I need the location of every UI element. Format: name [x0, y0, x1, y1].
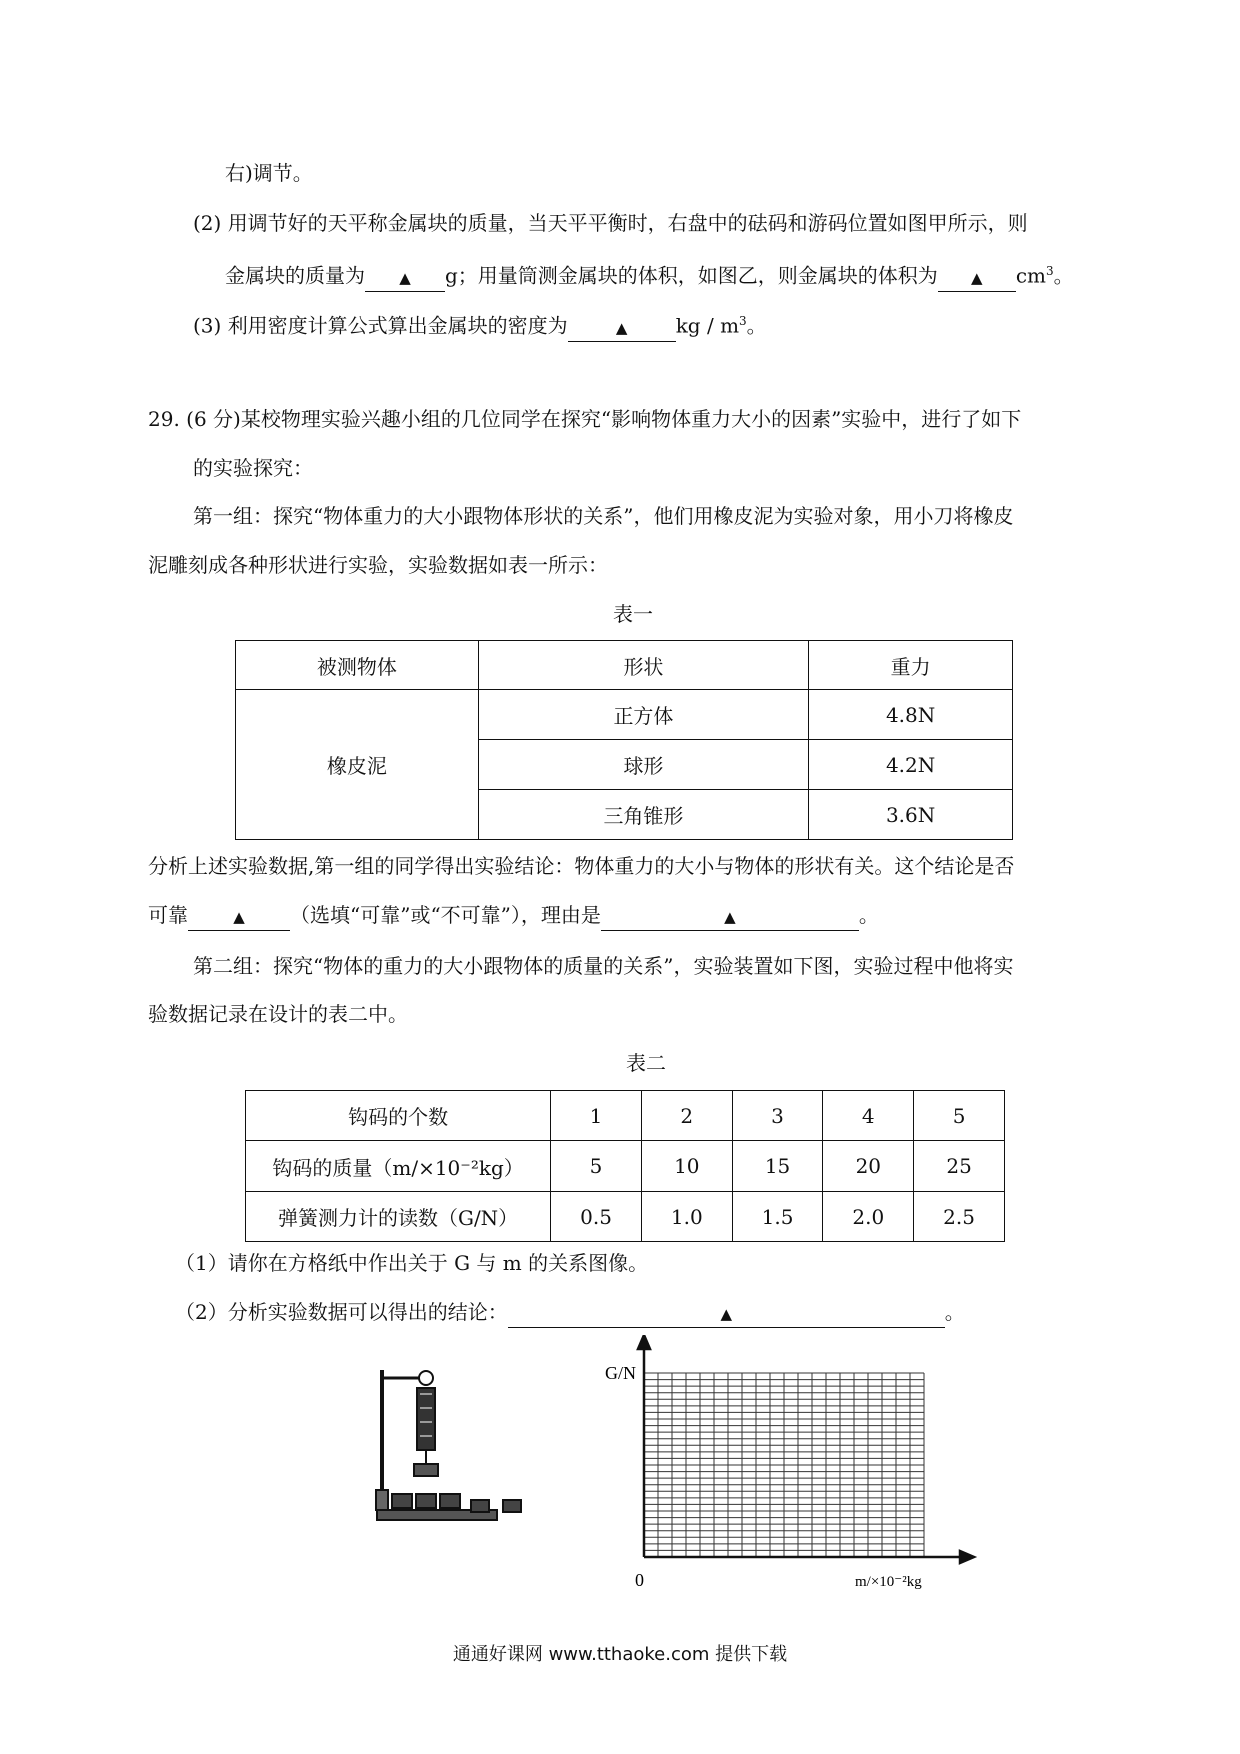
- analysis-text-a: 可靠: [148, 903, 188, 927]
- table2-caption: 表二: [626, 1051, 666, 1075]
- footer-text: 通通好课网 www.tthaoke.com 提供下载: [452, 1644, 788, 1665]
- table2-cell: 2: [641, 1091, 732, 1141]
- table1-header-object: 被测物体: [236, 641, 479, 690]
- table1-weight-cell: 4.8N: [809, 690, 1013, 740]
- table2: [245, 1090, 1005, 1242]
- table2-cell: 1.0: [641, 1192, 732, 1242]
- table2-cell: 5: [551, 1141, 642, 1192]
- q29-line1: 29. (6 分)某校物理实验兴趣小组的几位同学在探究“影响物体重力大小的因素”实验中，进行了如下: [148, 407, 1022, 431]
- table2-row-label: 钩码的质量（m/×10⁻²kg）: [246, 1141, 551, 1192]
- table1-weight-cell: 3.6N: [809, 790, 1013, 840]
- x-axis-arrow-icon: [960, 1551, 974, 1563]
- table2-cell: 20: [823, 1141, 914, 1192]
- table2-cell: 15: [732, 1141, 823, 1192]
- table1: [235, 640, 1013, 840]
- task2-text-a: （2）分析实验数据可以得出的结论：: [175, 1300, 508, 1324]
- table2-cell: 10: [641, 1141, 732, 1192]
- analysis-text-c: 。: [858, 903, 879, 927]
- answer-blank-volume[interactable]: [938, 263, 1016, 292]
- analysis-text-b: （选填“可靠”或“不可靠”），理由是: [290, 903, 601, 927]
- q28-part2-text-b: g；用量筒测金属块的体积，如图乙，则金属块的体积为: [445, 263, 938, 288]
- answer-blank-density[interactable]: [568, 313, 676, 342]
- table2-cell: 1: [551, 1091, 642, 1141]
- table2-cell: 25: [914, 1141, 1005, 1192]
- triangle-mark-icon: ▲: [233, 908, 245, 926]
- x-axis-label: m/×10⁻²kg: [855, 1574, 922, 1590]
- spring-scale-icon: [417, 1388, 435, 1450]
- triangle-mark-icon: ▲: [615, 318, 628, 337]
- table1-weight-cell: 4.2N: [809, 740, 1013, 790]
- analysis-line1: 分析上述实验数据,第一组的同学得出实验结论：物体重力的大小与物体的形状有关。这个结论是否: [148, 854, 1015, 878]
- q28-part2-line2: [225, 258, 1074, 292]
- weight-icon: [416, 1494, 436, 1508]
- table2-cell: 4: [823, 1091, 914, 1141]
- task1-text: （1）请你在方格纸中作出关于 G 与 m 的关系图像。: [175, 1251, 649, 1275]
- q28-part3-text-b: kg / m: [675, 313, 740, 338]
- hanging-weight-icon: [414, 1464, 438, 1476]
- q28-part3-text-a: (3) 利用密度计算公式算出金属块的密度为: [193, 313, 568, 338]
- q28-part3-text-c: 。: [746, 313, 767, 338]
- table2-cell: 0.5: [551, 1192, 642, 1242]
- pulley-icon: [419, 1371, 433, 1385]
- task2-text-b: 。: [944, 1300, 965, 1324]
- triangle-mark-icon: ▲: [971, 268, 983, 287]
- stand-clamp-icon: [376, 1490, 388, 1510]
- table1-shape-cell: 球形: [478, 740, 809, 790]
- table1-caption: 表一: [613, 602, 653, 626]
- grid-lines: [644, 1373, 924, 1557]
- weight-icon: [503, 1500, 521, 1512]
- q28-part2-sup: 3: [1045, 264, 1054, 278]
- y-axis-label: G/N: [605, 1363, 636, 1383]
- table2-cell: 2.0: [823, 1192, 914, 1242]
- table2-cell: 3: [732, 1091, 823, 1141]
- table1-shape-cell: 正方体: [478, 690, 809, 740]
- y-axis-arrow-icon: [638, 1335, 650, 1349]
- task2-line: [175, 1299, 965, 1328]
- answer-blank-mass[interactable]: [365, 263, 445, 292]
- q29-group1-line2: 泥雕刻成各种形状进行实验，实验数据如表一所示：: [148, 553, 608, 577]
- q29-line2: 的实验探究：: [193, 456, 313, 480]
- table2-cell: 1.5: [732, 1192, 823, 1242]
- triangle-mark-icon: ▲: [399, 268, 411, 287]
- table1-shape-cell: 三角锥形: [478, 790, 809, 840]
- q28-part2-line1: (2) 用调节好的天平称金属块的质量，当天平平衡时，右盘中的砝码和游码位置如图甲所示，则: [193, 211, 1028, 235]
- q28-line1: 右)调节。: [225, 161, 313, 185]
- q28-part3-sup: 3: [739, 314, 747, 328]
- table2-row-label: 钩码的个数: [246, 1091, 551, 1141]
- graph-paper[interactable]: [590, 1335, 990, 1595]
- triangle-mark-icon: ▲: [720, 1305, 732, 1323]
- table2-row-label: 弹簧测力计的读数（G/N）: [246, 1192, 551, 1242]
- weight-icon: [471, 1500, 489, 1512]
- origin-label: 0: [635, 1570, 644, 1590]
- answer-blank-reason[interactable]: [601, 902, 859, 931]
- analysis-line2: [148, 902, 879, 931]
- answer-blank-conclusion[interactable]: [508, 1299, 945, 1328]
- weight-icon: [440, 1494, 460, 1508]
- q28-part2-text-a: 金属块的质量为: [225, 263, 365, 288]
- table1-header-weight: 重力: [809, 641, 1013, 690]
- table2-cell: 2.5: [914, 1192, 1005, 1242]
- table1-object-cell: 橡皮泥: [236, 690, 479, 840]
- q29-group2-line2: 验数据记录在设计的表二中。: [148, 1002, 408, 1026]
- q28-part2-text-c: cm: [1015, 263, 1046, 288]
- table2-cell: 5: [914, 1091, 1005, 1141]
- apparatus-figure: [370, 1360, 540, 1560]
- q29-group1-line1: 第一组：探究“物体重力的大小跟物体形状的关系”，他们用橡皮泥为实验对象，用小刀将橡皮: [193, 504, 1014, 528]
- weight-icon: [392, 1494, 412, 1508]
- q28-part3: [193, 308, 767, 342]
- q29-group2-line1: 第二组：探究“物体的重力的大小跟物体的质量的关系”，实验装置如下图，实验过程中他将实: [193, 954, 1014, 978]
- table1-header-shape: 形状: [478, 641, 809, 690]
- answer-blank-reliable[interactable]: [188, 902, 290, 931]
- triangle-mark-icon: ▲: [724, 908, 736, 926]
- q28-part2-text-d: 。: [1053, 263, 1074, 288]
